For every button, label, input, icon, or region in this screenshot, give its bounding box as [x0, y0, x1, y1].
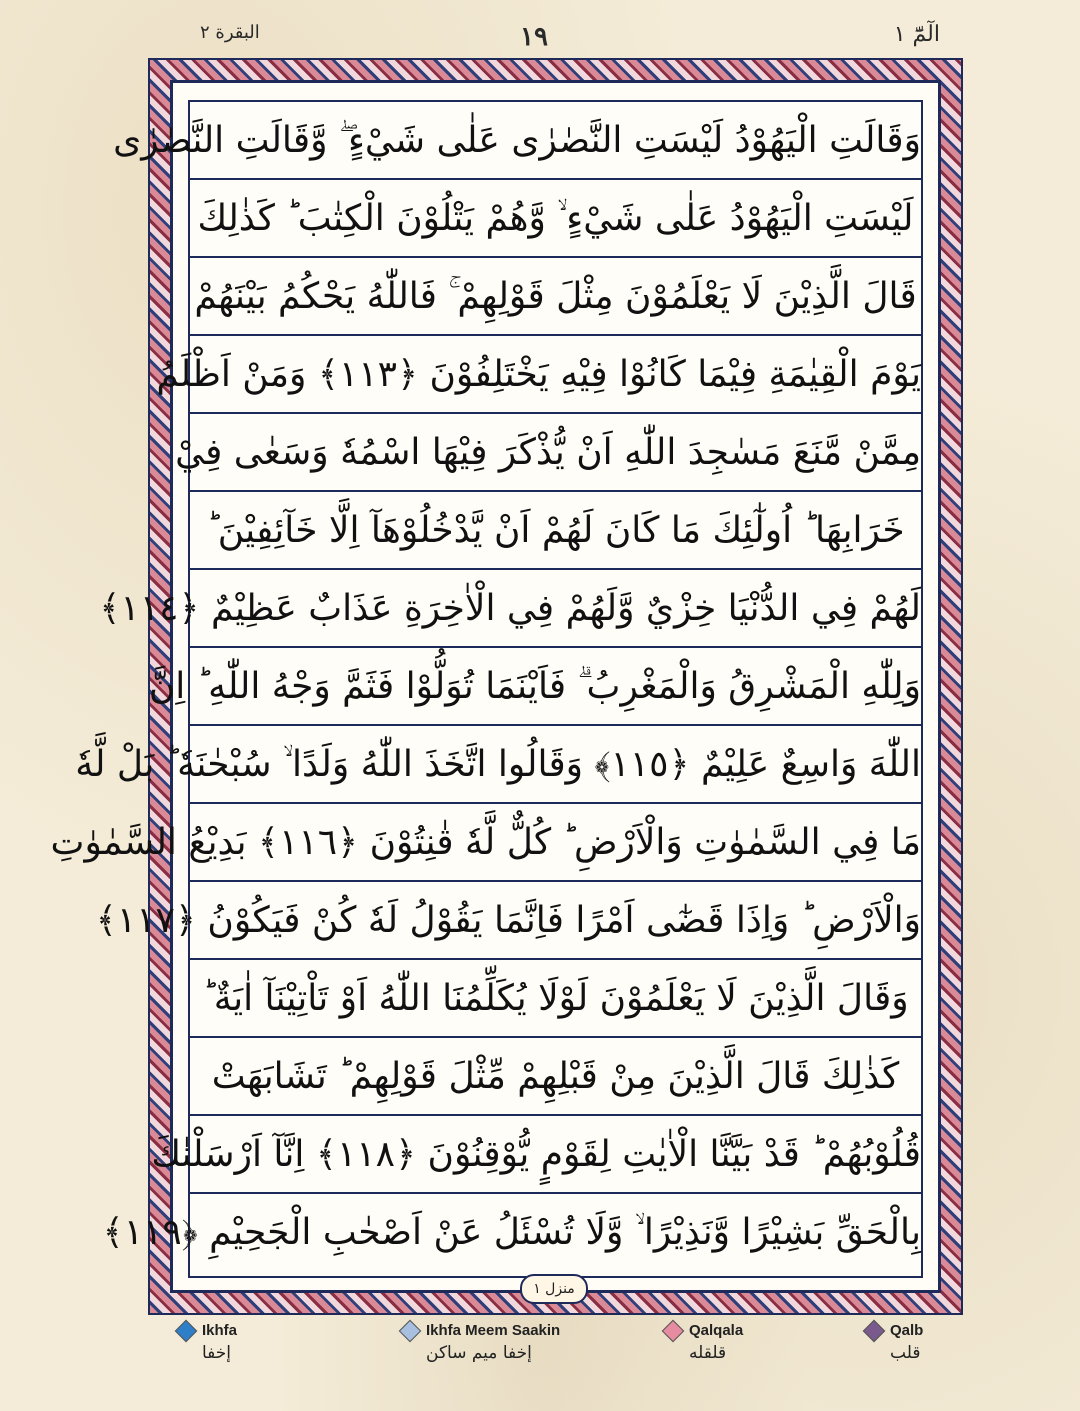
- legend-label-ar: إخفا: [202, 1343, 232, 1363]
- surah-label: البقرة ٢: [200, 22, 260, 43]
- verse-line-13: كَذٰلِكَ قَالَ الَّذِيْنَ مِنْ قَبْلِهِمْ مِّثْلَ قَوْلِهِمْ ؕ تَشَابَهَتْ: [190, 1038, 921, 1116]
- legend-swatch-icon: [863, 1319, 886, 1342]
- legend-label-en: Ikhfa: [202, 1322, 238, 1339]
- verse-line-12: وَقَالَ الَّذِيْنَ لَا يَعْلَمُوْنَ لَوْلَا يُكَلِّمُنَا اللّٰهُ اَوْ تَاْتِيْنَآ اٰيَةٌ ؕ: [190, 960, 921, 1038]
- legend-label-en: Qalqala: [689, 1322, 744, 1339]
- verse-line-5: مِمَّنْ مَّنَعَ مَسٰجِدَ اللّٰهِ اَنْ يُّذْكَرَ فِيْهَا اسْمُهٗ وَسَعٰى فِيْ: [190, 414, 921, 492]
- legend-item-ikhfa: [178, 1320, 237, 1363]
- page-header: [0, 22, 1080, 62]
- manzil-marker: منزل ١: [520, 1274, 588, 1304]
- legend-swatch-icon: [175, 1319, 198, 1342]
- verse-line-1: وَقَالَتِ الْيَهُوْدُ لَيْسَتِ النَّصٰرٰى عَلٰى شَيْءٍ ۖ وَّقَالَتِ النَّصٰرٰى: [190, 102, 921, 180]
- verse-line-4: يَوْمَ الْقِيٰمَةِ فِيْمَا كَانُوْا فِيْهِ يَخْتَلِفُوْنَ ﴿١١٣﴾ وَمَنْ اَظْلَمُ: [190, 336, 921, 414]
- verse-line-11: وَالْاَرْضِ ؕ وَاِذَا قَضٰٓى اَمْرًا فَاِنَّمَا يَقُوْلُ لَهٗ كُنْ فَيَكُوْنُ ﴿١١٧﴾: [190, 882, 921, 960]
- verse-line-6: خَرَابِهَا ؕ اُولٰٓئِكَ مَا كَانَ لَهُمْ اَنْ يَّدْخُلُوْهَآ اِلَّا خَآئِفِيْنَ ؕ: [190, 492, 921, 570]
- verse-line-9: اللّٰهَ وَاسِعٌ عَلِيْمٌ ﴿١١٥﴾ وَقَالُوا اتَّخَذَ اللّٰهُ وَلَدًا ۙ سُبْحٰنَهٗ ؕ بَلْ لَّهٗ: [190, 726, 921, 804]
- page-number: ١٩: [520, 22, 548, 52]
- legend-item-qalqala: [665, 1320, 743, 1363]
- legend-swatch-icon: [662, 1319, 685, 1342]
- legend-label-en: Ikhfa Meem Saakin: [426, 1322, 561, 1339]
- legend-label-en: Qalb: [890, 1322, 924, 1339]
- verse-line-3: قَالَ الَّذِيْنَ لَا يَعْلَمُوْنَ مِثْلَ قَوْلِهِمْ ۚ فَاللّٰهُ يَحْكُمُ بَيْنَهُمْ: [190, 258, 921, 336]
- verse-line-15: بِالْحَقِّ بَشِيْرًا وَّنَذِيْرًا ۙ وَّلَا تُسْئَلُ عَنْ اَصْحٰبِ الْجَحِيْمِ ﴿١١٩﴾: [102, 1212, 921, 1253]
- verse-line-8: وَلِلّٰهِ الْمَشْرِقُ وَالْمَغْرِبُ ۗ فَاَيْنَمَا تُوَلُّوْا فَثَمَّ وَجْهُ اللّٰهِ ؕ اِنَّ: [190, 648, 921, 726]
- legend-item-qalb: [866, 1320, 923, 1363]
- juz-label: الٓمّٓ ١: [893, 22, 940, 47]
- legend-item-ikhfa-meem-saakin: [402, 1320, 560, 1363]
- legend-label-ar: قلقله: [689, 1343, 727, 1363]
- legend-swatch-icon: [399, 1319, 422, 1342]
- verse-line-2: لَيْسَتِ الْيَهُوْدُ عَلٰى شَيْءٍ ۙ وَّهُمْ يَتْلُوْنَ الْكِتٰبَ ؕ كَذٰلِكَ: [190, 180, 921, 258]
- verse-line-14: قُلُوْبُهُمْ ؕ قَدْ بَيَّنَّا الْاٰيٰتِ لِقَوْمٍ يُّوْقِنُوْنَ ﴿١١٨﴾ اِنَّآ اَرْسَلْنٰكَ: [190, 1116, 921, 1194]
- verse-line-10: مَا فِي السَّمٰوٰتِ وَالْاَرْضِ ؕ كُلٌّ لَّهٗ قٰنِتُوْنَ ﴿١١٦﴾ بَدِيْعُ السَّمٰوٰتِ: [190, 804, 921, 882]
- legend-label-ar: إخفا میم ساکن: [426, 1343, 532, 1363]
- legend-label-ar: قلب: [890, 1343, 921, 1363]
- tajweed-legend: [0, 1320, 1080, 1400]
- verse-line-7: لَهُمْ فِي الدُّنْيَا خِزْيٌ وَّلَهُمْ فِي الْاٰخِرَةِ عَذَابٌ عَظِيْمٌ ﴿١١٤﴾: [190, 570, 921, 648]
- quran-text-area: [50, 100, 923, 1278]
